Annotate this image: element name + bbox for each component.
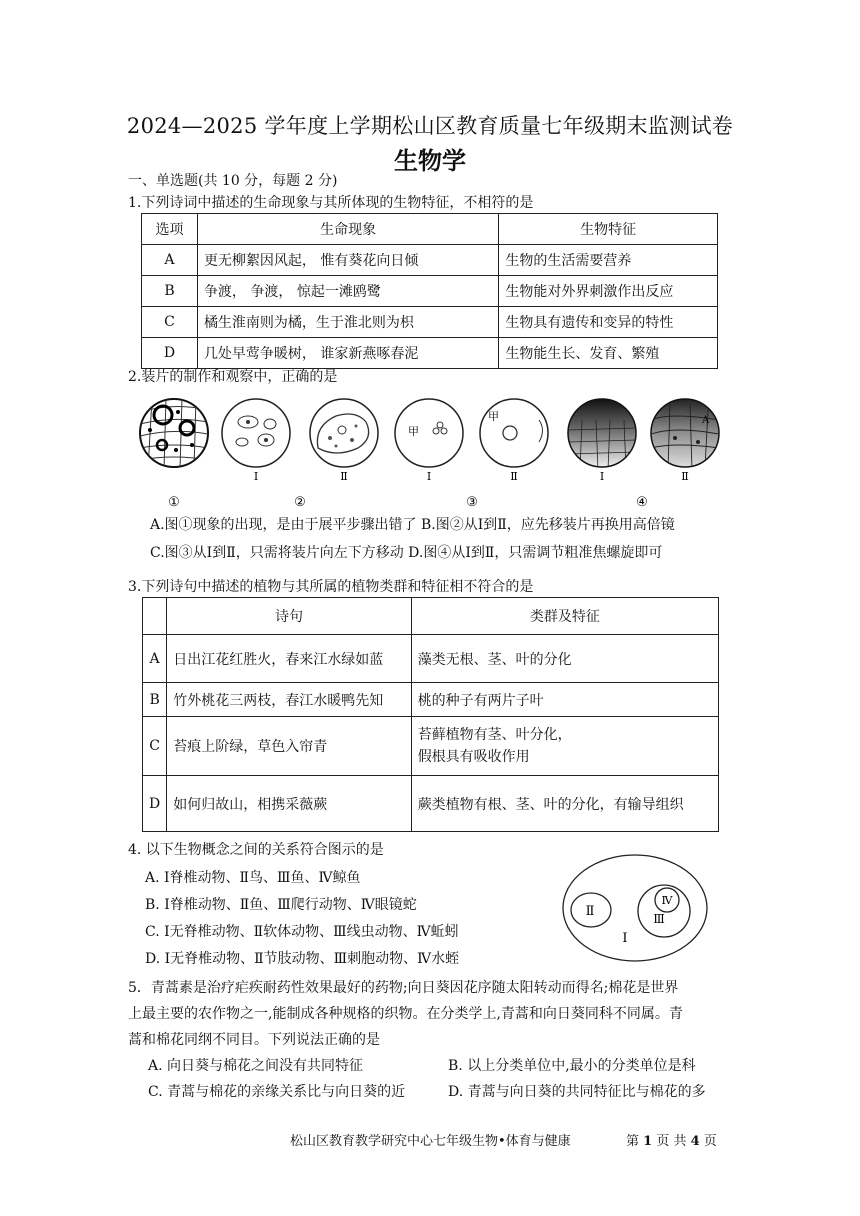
figure-label-roman: Ⅰ bbox=[599, 470, 605, 483]
feature-line: 桃的种子有两片子叶 bbox=[417, 692, 544, 709]
table-cell bbox=[411, 635, 718, 683]
q5-option-a: A. 向日葵与棉花之间没有共同特征 bbox=[148, 1058, 364, 1074]
table-row bbox=[143, 635, 719, 683]
q5-option-c: C. 青蒿与棉花的亲缘关系比与向日葵的近 bbox=[148, 1084, 406, 1100]
page-prefix: 第 bbox=[626, 1134, 640, 1149]
table-cell: D bbox=[142, 338, 198, 369]
figure-label-1: ① bbox=[168, 495, 180, 510]
q3-header-feature: 类群及特征 bbox=[411, 598, 718, 635]
feature-line: 苔藓植物有茎、叶分化， bbox=[417, 727, 572, 743]
q1-header-phenomenon: 生命现象 bbox=[197, 214, 498, 245]
figure-label-roman: Ⅰ bbox=[426, 470, 432, 483]
table-row bbox=[143, 776, 719, 832]
figure-label-roman: Ⅱ bbox=[510, 470, 518, 483]
q1-table bbox=[141, 213, 718, 369]
table-cell: 生物具有遗传和变异的特性 bbox=[499, 307, 718, 338]
q3-table bbox=[142, 597, 719, 832]
q3-header-poem: 诗句 bbox=[167, 598, 411, 635]
q5-option-b: B. 以上分类单位中,最小的分类单位是科 bbox=[448, 1058, 696, 1074]
figure-4-clear-cells bbox=[651, 399, 719, 470]
figure-label-roman: Ⅱ bbox=[681, 470, 689, 483]
q4-option-c: C. Ⅰ无脊椎动物、Ⅱ软体动物、Ⅲ线虫动物、Ⅳ蚯蚓 bbox=[145, 924, 459, 940]
feature-line: 藻类无根、茎、叶的分化 bbox=[417, 651, 572, 668]
table-cell bbox=[143, 598, 167, 635]
table-cell: A bbox=[143, 635, 167, 683]
figure-2-cells bbox=[222, 399, 290, 467]
table-cell: 生物能生长、发育、繁殖 bbox=[499, 338, 718, 369]
q3-stem: 3.下列诗句中描述的植物与其所属的植物类群和特征相不符合的是 bbox=[128, 579, 534, 595]
table-row bbox=[142, 245, 718, 276]
table-cell: B bbox=[142, 276, 198, 307]
table-row bbox=[142, 276, 718, 307]
table-cell: C bbox=[143, 717, 167, 776]
table-cell: D bbox=[143, 776, 167, 832]
q1-header-option: 选项 bbox=[142, 214, 198, 245]
table-row bbox=[142, 307, 718, 338]
page-total: 4 bbox=[690, 1134, 700, 1149]
q5-stem-line-1: 5．青蒿素是治疗疟疾耐药性效果最好的药物;向日葵因花序随太阳转动而得名;棉花是世界 bbox=[128, 980, 679, 996]
table-row bbox=[142, 338, 718, 369]
table-cell: 如何归故山，相携采薇蕨 bbox=[167, 776, 411, 832]
figure-label-jia: 甲 bbox=[408, 425, 419, 438]
table-cell: 争渡， 争渡， 惊起一滩鸥鹭 bbox=[197, 276, 498, 307]
figure-3-field-of-view bbox=[395, 399, 463, 467]
table-cell: 日出江花红胜火，春来江水绿如蓝 bbox=[167, 635, 411, 683]
figure-1-bubbles bbox=[140, 398, 208, 470]
table-row bbox=[143, 598, 719, 635]
table-cell: 橘生淮南则为橘，生于淮北则为枳 bbox=[197, 307, 498, 338]
figure-label-roman: Ⅱ bbox=[340, 470, 348, 483]
table-cell: 生物的生活需要营养 bbox=[499, 245, 718, 276]
q1-stem: 1.下列诗词中描述的生命现象与其所体现的生物特征，不相符的是 bbox=[128, 195, 534, 211]
q2-figures bbox=[130, 390, 730, 515]
page-current: 1 bbox=[643, 1134, 653, 1149]
page-number bbox=[626, 1130, 717, 1149]
table-cell: 苔痕上阶绿，草色入帘青 bbox=[167, 717, 411, 776]
table-cell bbox=[411, 683, 718, 717]
table-cell bbox=[411, 717, 718, 776]
q1-header-feature: 生物特征 bbox=[499, 214, 718, 245]
q5-option-d: D. 青蒿与向日葵的共同特征比与棉花的多 bbox=[448, 1084, 706, 1100]
table-cell: 几处早莺争暖树， 谁家新燕啄春泥 bbox=[197, 338, 498, 369]
figure-4-blurry-cells bbox=[568, 399, 636, 470]
figure-label-jia: 甲 bbox=[488, 410, 499, 423]
figure-label-2: ② bbox=[294, 495, 306, 510]
page-suffix: 页 bbox=[703, 1134, 717, 1149]
table-row bbox=[142, 214, 718, 245]
page-mid: 页 共 bbox=[656, 1134, 687, 1149]
table-row bbox=[143, 683, 719, 717]
feature-line: 假根具有吸收作用 bbox=[417, 749, 530, 765]
figure-label-a: A bbox=[702, 415, 710, 426]
table-cell: 更无柳絮因风起， 惟有葵花向日倾 bbox=[197, 245, 498, 276]
q4-option-a: A. Ⅰ脊椎动物、Ⅱ鸟、Ⅲ鱼、Ⅳ鲸鱼 bbox=[145, 870, 361, 886]
table-cell: A bbox=[142, 245, 198, 276]
feature-line: 蕨类植物有根、茎、叶的分化，有输导组织 bbox=[417, 796, 684, 813]
q2-options-cd: C.图③从Ⅰ到Ⅱ，只需将装片向左下方移动 D.图④从Ⅰ到Ⅱ，只需调节粗准焦螺旋即可 bbox=[150, 545, 663, 561]
section-heading: 一、单选题(共 10 分，每题 2 分) bbox=[128, 173, 338, 189]
table-cell bbox=[411, 776, 718, 832]
figure-label-4: ④ bbox=[636, 495, 648, 510]
q4-venn-diagram bbox=[560, 852, 710, 964]
footer-center: 松山区教育教学研究中心七年级生物•体育与健康 bbox=[290, 1134, 571, 1149]
venn-label-iv: Ⅳ bbox=[661, 894, 673, 907]
table-cell: B bbox=[143, 683, 167, 717]
q5-stem-line-2: 上最主要的农作物之一,能制成各种规格的织物。在分类学上,青蒿和向日葵同科不同属。青 bbox=[128, 1006, 683, 1022]
q4-option-b: B. Ⅰ脊椎动物、Ⅱ鱼、Ⅲ爬行动物、Ⅳ眼镜蛇 bbox=[145, 897, 417, 913]
q2-options-ab: A.图①现象的出现，是由于展平步骤出错了 B.图②从Ⅰ到Ⅱ，应先移装片再换用高倍镜 bbox=[150, 517, 675, 533]
q4-option-d: D. Ⅰ无脊椎动物、Ⅱ节肢动物、Ⅲ刺胞动物、Ⅳ水蛭 bbox=[145, 951, 460, 967]
exam-title: 2024—2025 学年度上学期松山区教育质量七年级期末监测试卷 bbox=[126, 114, 734, 138]
table-cell: 竹外桃花三两枝，春江水暖鸭先知 bbox=[167, 683, 411, 717]
figure-label-3: ③ bbox=[466, 495, 478, 510]
table-cell: 生物能对外界刺激作出反应 bbox=[499, 276, 718, 307]
subject-title: 生物学 bbox=[394, 146, 466, 175]
figure-2-magnified-cell bbox=[310, 399, 378, 467]
q4-stem: 4. 以下生物概念之间的关系符合图示的是 bbox=[128, 842, 384, 858]
venn-label-iii: Ⅲ bbox=[653, 912, 665, 926]
q2-stem: 2.装片的制作和观察中，正确的是 bbox=[128, 369, 338, 385]
figure-label-roman: Ⅰ bbox=[253, 470, 259, 483]
table-row bbox=[143, 717, 719, 776]
q5-stem-line-3: 蒿和棉花同纲不同目。下列说法正确的是 bbox=[128, 1032, 380, 1048]
venn-label-i: Ⅰ bbox=[622, 931, 628, 946]
venn-label-ii: Ⅱ bbox=[585, 904, 595, 919]
table-cell: C bbox=[142, 307, 198, 338]
